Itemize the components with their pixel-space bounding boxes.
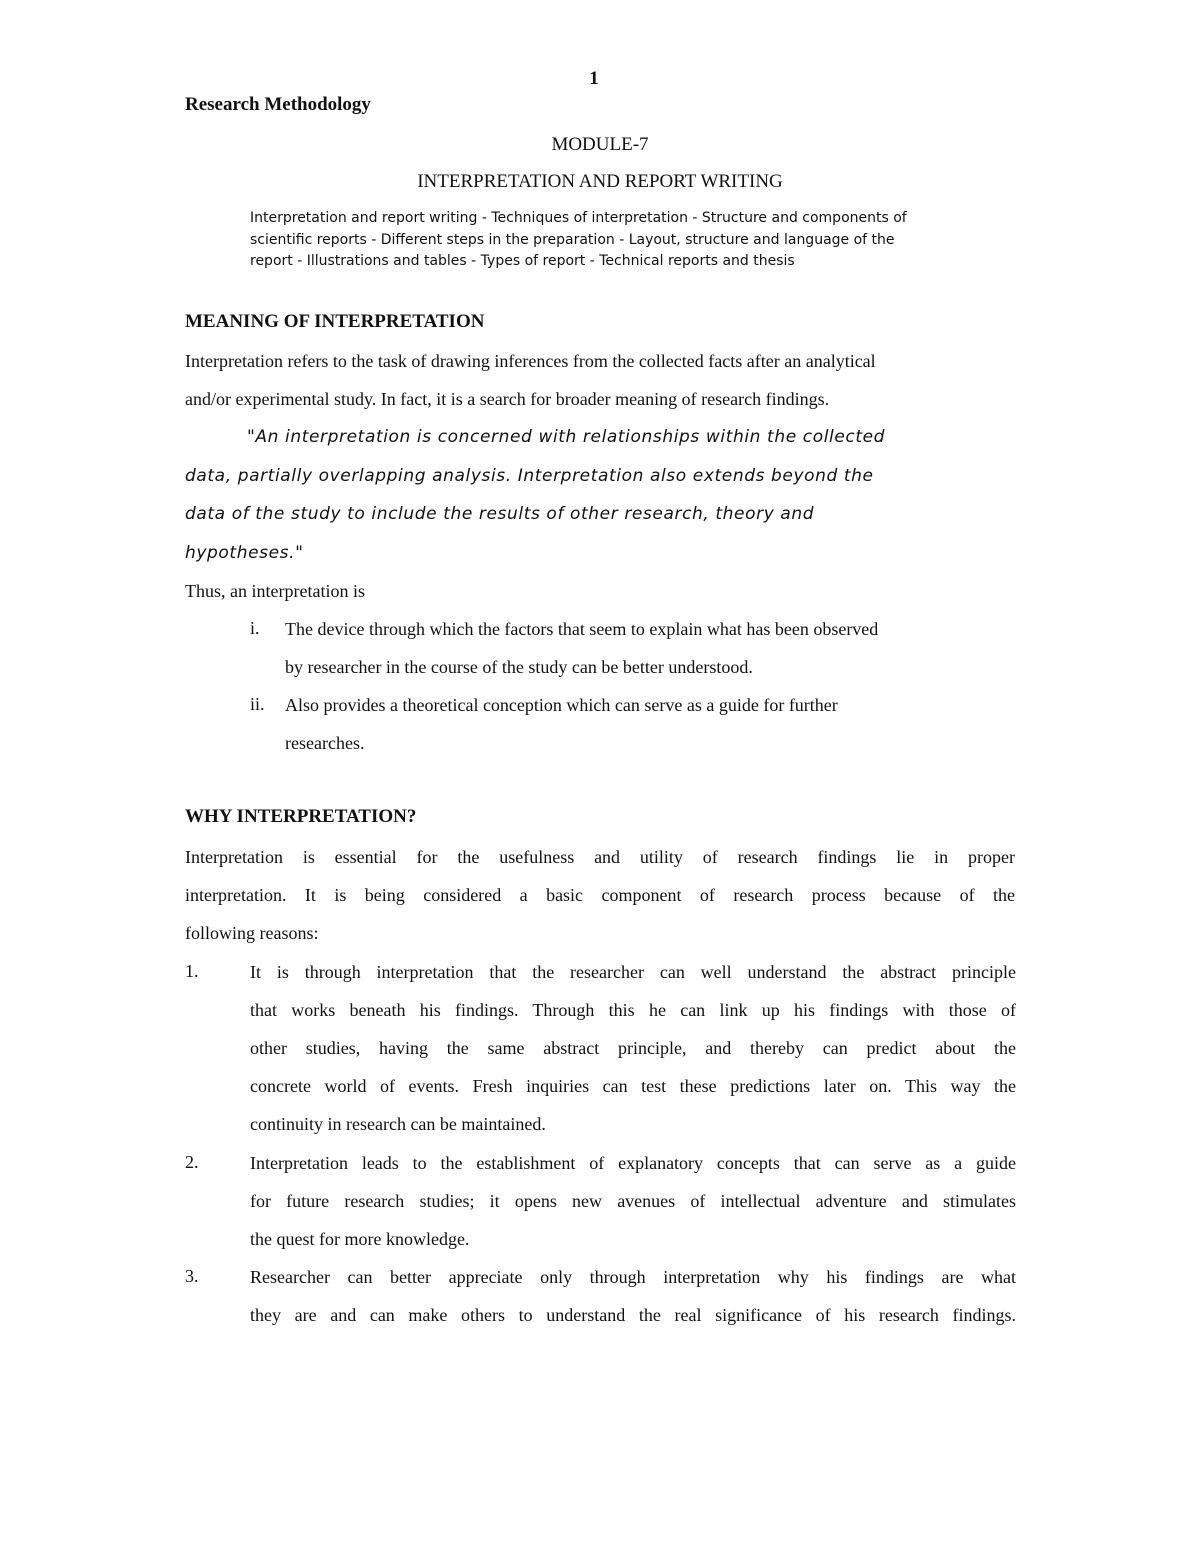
paragraph-line: Interpretation refers to the task of drawing inferences from the collected facts after an analytical: [185, 351, 876, 371]
module-label: MODULE-7: [551, 134, 649, 155]
syllabus-line: scientific reports - Different steps in the preparation - Layout, structure and language of the: [250, 231, 895, 248]
list-item-line: other studies, having the same abstract principle, and thereby can predict about the: [250, 1038, 1016, 1058]
list-marker: 3.: [185, 1266, 199, 1286]
list-item-line: Researcher can better appreciate only through interpretation why his findings are what: [250, 1267, 1016, 1287]
quote-line: data, partially overlapping analysis. Interpretation also extends beyond the: [185, 465, 874, 486]
document-title: INTERPRETATION AND REPORT WRITING: [417, 171, 783, 192]
section-heading-meaning: MEANING OF INTERPRETATION: [185, 311, 485, 332]
quote-line: hypotheses.": [185, 542, 304, 563]
list-marker: 2.: [185, 1152, 199, 1172]
paragraph-line: and/or experimental study. In fact, it is a search for broader meaning of research findings.: [185, 389, 830, 409]
paragraph-line: Interpretation is essential for the usefulness and utility of research findings lie in proper: [185, 847, 1015, 867]
list-item: [250, 1144, 1016, 1258]
list-item-line: the quest for more knowledge.: [250, 1229, 470, 1249]
quote-line: "An interpretation is concerned with relationships within the collected: [247, 427, 886, 447]
list-item-line: for future research studies; it opens new avenues of intellectual adventure and stimulates: [250, 1191, 1016, 1211]
list-item-line: they are and can make others to understand the real significance of his research findings.: [250, 1305, 1016, 1325]
list-item-line: concrete world of events. Fresh inquiries can test these predictions later on. This way the: [250, 1076, 1016, 1096]
paragraph-line: interpretation. It is being considered a basic component of research process because of the: [185, 885, 1015, 905]
list-item-line: It is through interpretation that the researcher can well understand the abstract principle: [250, 962, 1016, 982]
section-heading-why: WHY INTERPRETATION?: [185, 806, 417, 827]
paragraph-line: following reasons:: [185, 923, 319, 943]
list-marker: ii.: [250, 694, 265, 714]
list-item-line: Also provides a theoretical conception which can serve as a guide for further: [285, 695, 838, 715]
syllabus-line: report - Illustrations and tables - Types of report - Technical reports and thesis: [250, 253, 795, 269]
list-item: [285, 610, 985, 686]
list-item-line: that works beneath his findings. Through this he can link up his findings with those of: [250, 1000, 1016, 1020]
page-number: 1: [589, 68, 599, 89]
list-item-line: The device through which the factors that seem to explain what has been observed: [285, 619, 879, 639]
paragraph-line: Thus, an interpretation is: [185, 581, 365, 601]
list-marker: 1.: [185, 961, 199, 981]
syllabus-summary: [250, 208, 960, 273]
list-item-line: researches.: [285, 733, 365, 753]
list-item-line: continuity in research can be maintained.: [250, 1114, 546, 1134]
list-item: [250, 953, 1016, 1143]
list-item: [250, 1258, 1016, 1334]
list-item-line: by researcher in the course of the study can be better understood.: [285, 657, 753, 677]
thus-line: [185, 572, 1015, 610]
syllabus-line: Interpretation and report writing - Techniques of interpretation - Structure and components of: [250, 210, 907, 226]
list-item-line: Interpretation leads to the establishment of explanatory concepts that can serve as a guide: [250, 1153, 1016, 1173]
why-paragraph: [185, 838, 1015, 952]
definition-quote: [185, 418, 1015, 572]
list-marker: i.: [250, 618, 260, 638]
quote-line: data of the study to include the results of other research, theory and: [185, 504, 815, 524]
list-item: [285, 686, 985, 762]
meaning-paragraph: [185, 342, 1015, 418]
running-header: Research Methodology: [185, 94, 371, 115]
